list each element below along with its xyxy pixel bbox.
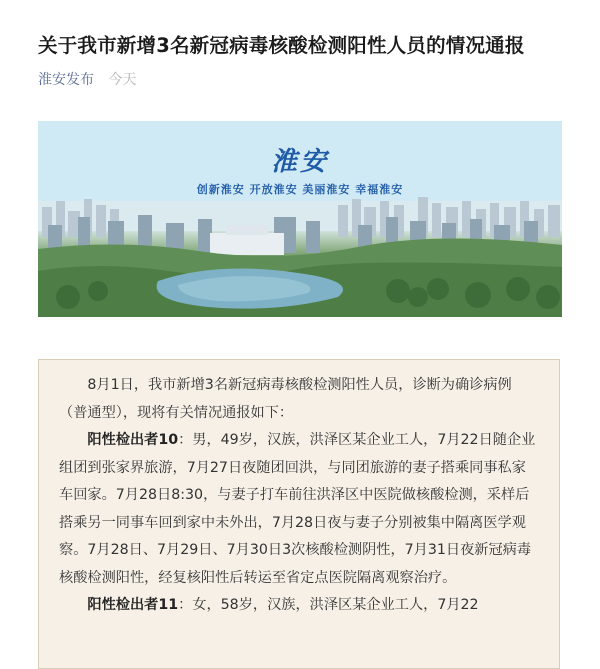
notice-paragraph-case-10 bbox=[59, 427, 539, 592]
paragraph-lead: 阳性检出者10 bbox=[87, 432, 179, 448]
notice-paragraph-intro bbox=[59, 372, 539, 427]
banner-slogan: 创新淮安 开放淮安 美丽淮安 幸福淮安 bbox=[196, 183, 404, 196]
paragraph-lead: 阳性检出者11 bbox=[87, 597, 179, 613]
account-name-link[interactable]: 淮安发布 bbox=[38, 72, 94, 88]
banner-image bbox=[38, 121, 562, 317]
banner-logo: 淮安 bbox=[270, 147, 329, 177]
publish-date: 今天 bbox=[108, 72, 137, 88]
paragraph-text: ：男，49岁，汉族，洪泽区某企业工人，7月22日随企业组团到张家界旅游，7月27日夜随团回洪，与同团旅游的妻子搭乘同事私家车回家。7月28日8:30，与妻子打车前往洪泽区中医院做核酸检测，采样后搭乘另一同事车回到家中未外出，7月28日夜与妻子分别被集中隔离医学观察。7月28日、7月29日、7月30日3次核酸检测阴性，7月31日夜新冠病毒核酸检测阳性，经复核阳性后转运至省定点医院隔离观察治疗。 bbox=[59, 432, 536, 586]
article-meta bbox=[38, 70, 136, 90]
paragraph-text: 8月1日，我市新增3名新冠病毒核酸检测阳性人员，诊断为确诊病例（普通型），现将有关情况通报如下： bbox=[59, 377, 512, 421]
notice-paragraph-case-11 bbox=[59, 592, 539, 620]
article-title: 关于我市新增3名新冠病毒核酸检测阳性人员的情况通报 bbox=[38, 34, 525, 57]
notice-box bbox=[38, 359, 560, 669]
paragraph-text: ：女，58岁，汉族，洪泽区某企业工人，7月22 bbox=[178, 597, 479, 613]
